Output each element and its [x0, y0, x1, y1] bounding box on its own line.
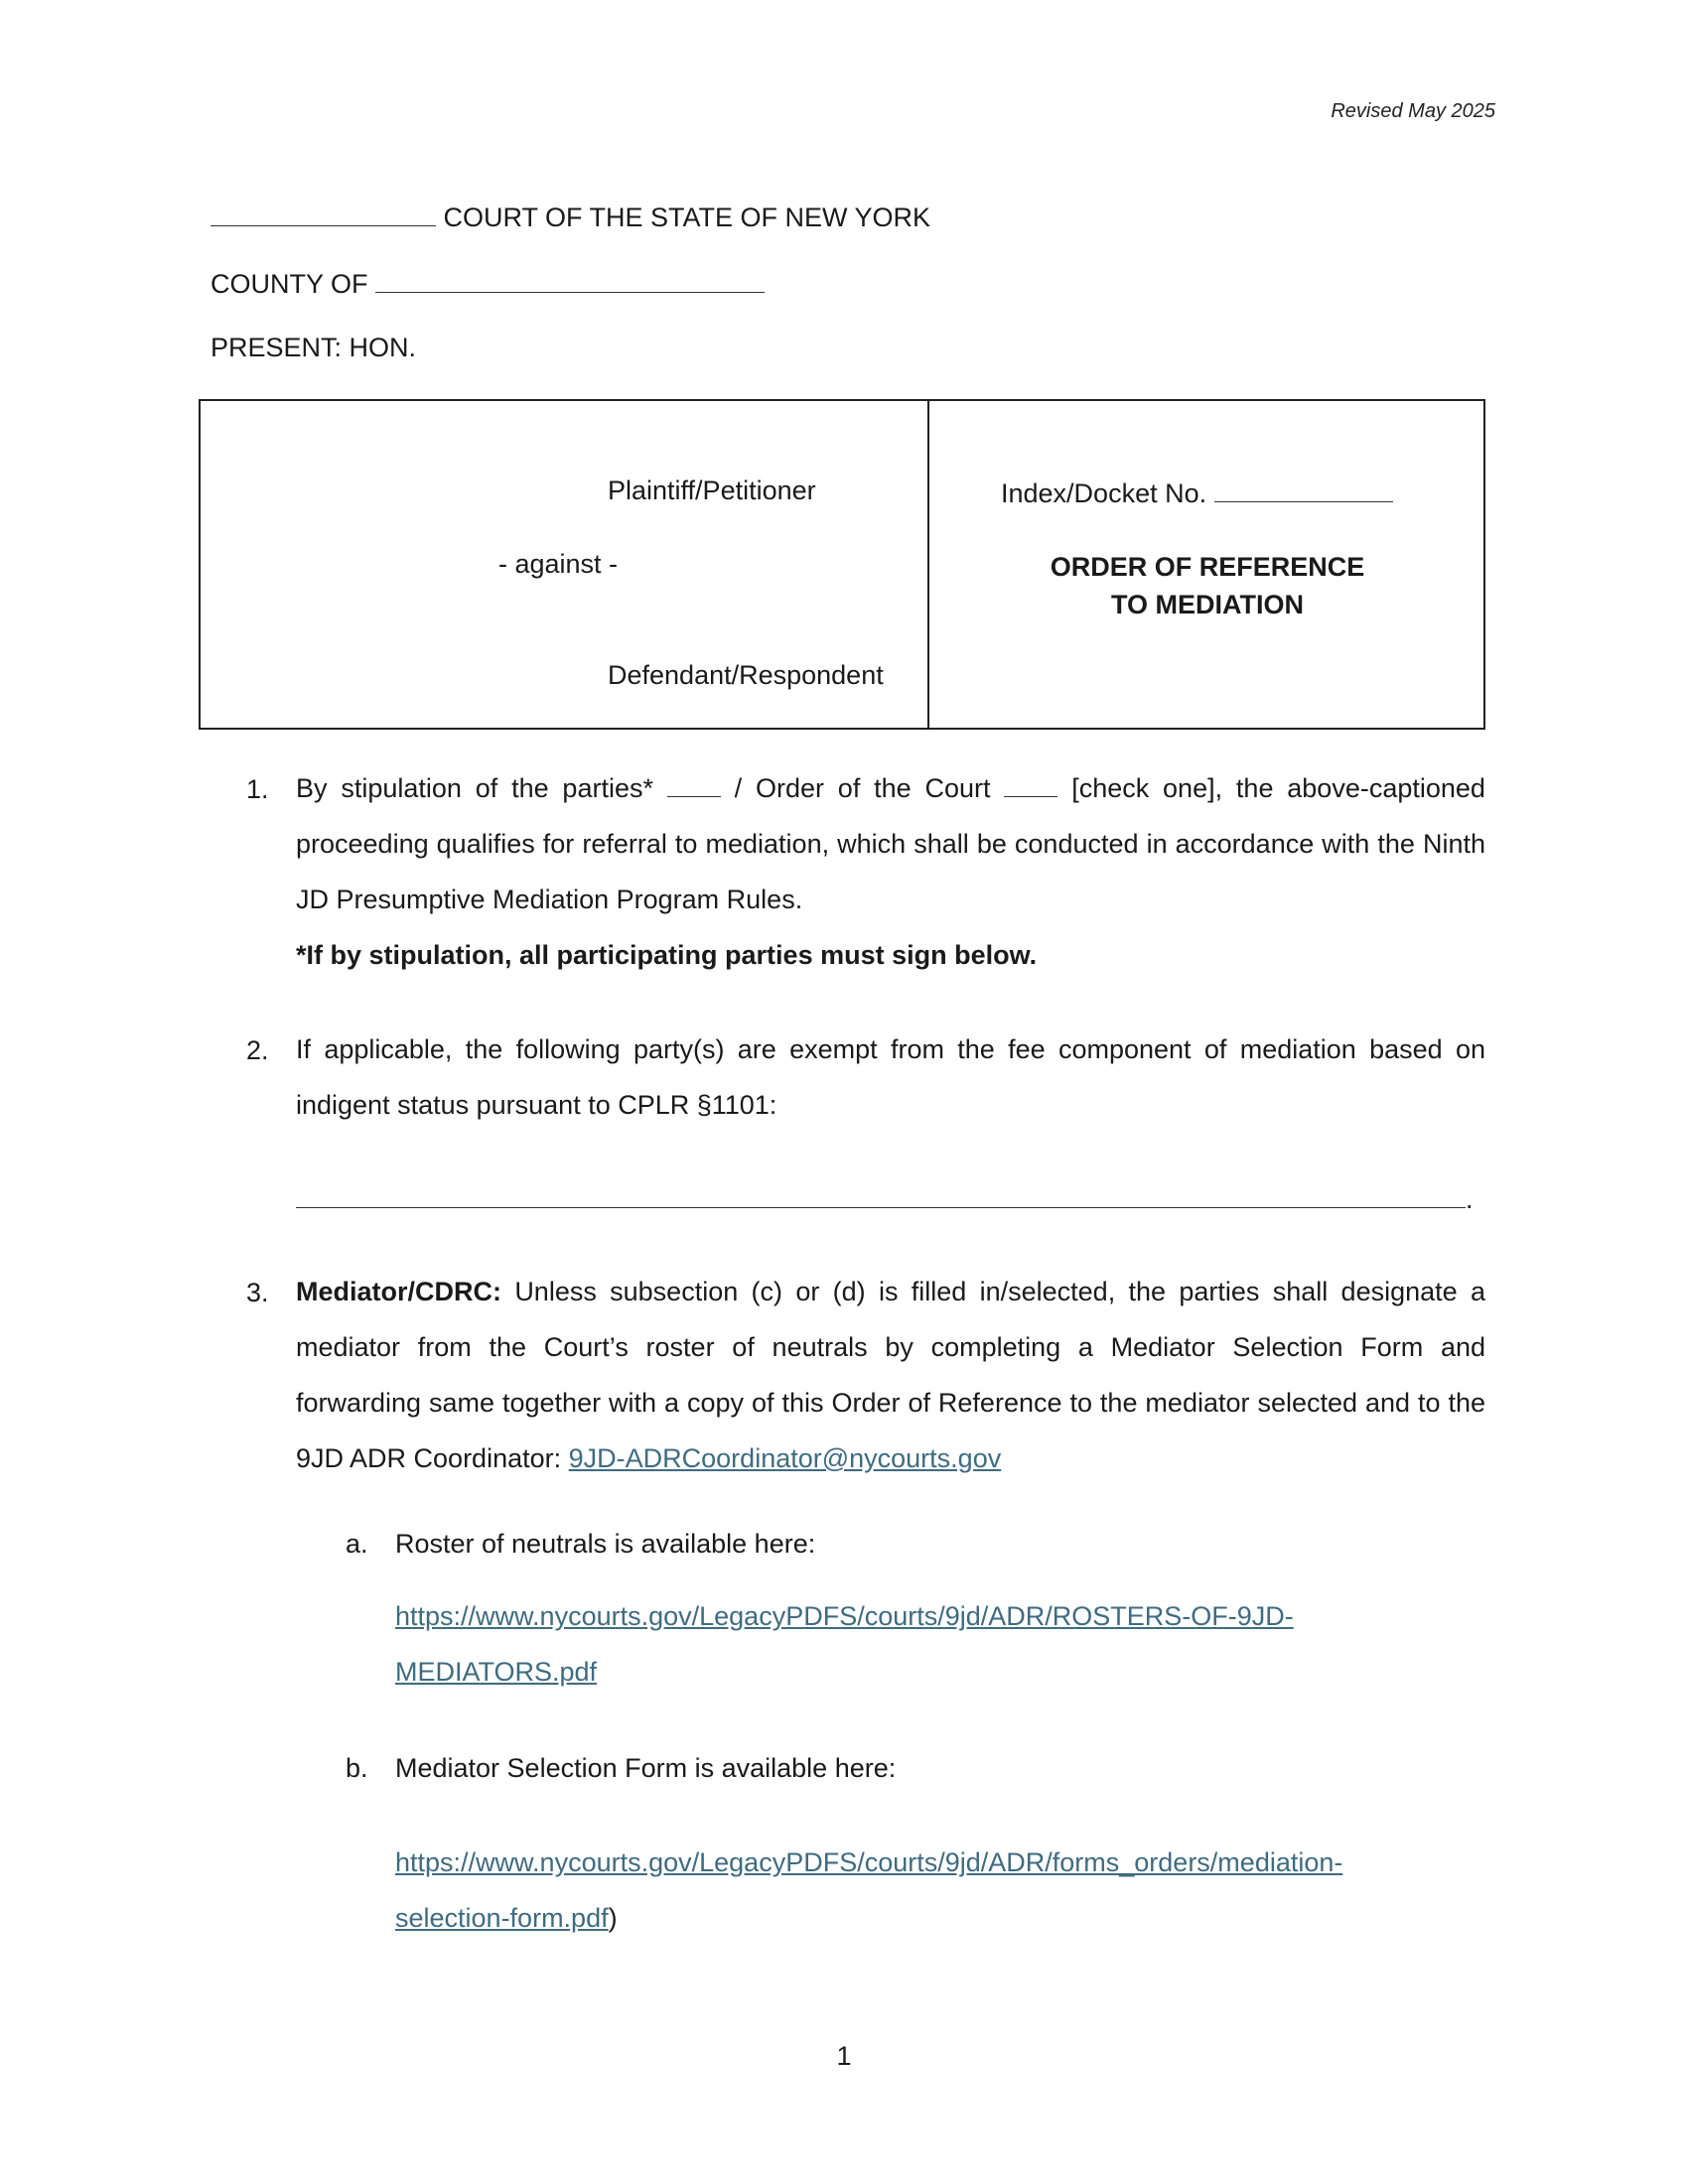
sub-a-text: Roster of neutrals is available here: [395, 1529, 816, 1559]
selection-form-link-line-2[interactable]: selection-form.pdf [395, 1903, 609, 1933]
roster-link[interactable] [395, 1588, 1487, 1700]
selection-form-link-suffix: ) [608, 1903, 618, 1933]
county-label: COUNTY OF [211, 269, 368, 299]
adr-coordinator-email-link[interactable]: 9JD-ADRCoordinator@nycourts.gov [568, 1443, 1002, 1473]
title-line-2: TO MEDIATION [1111, 590, 1304, 619]
court-line-text: COURT OF THE STATE OF NEW YORK [443, 203, 931, 232]
item-3-paragraph [296, 1264, 1485, 1486]
present-line: PRESENT: HON. [211, 333, 417, 362]
roster-link-line-1[interactable]: https://www.nycourts.gov/LegacyPDFS/courts/9jd/ADR/ROSTERS-OF-9JD- [395, 1601, 1294, 1631]
plaintiff-label: Plaintiff/Petitioner [608, 476, 816, 505]
document-title [929, 548, 1485, 623]
defendant-label: Defendant/Respondent [608, 660, 884, 690]
item-1-note: *If by stipulation, all participating parties must sign below. [296, 940, 1038, 970]
county-blank[interactable] [375, 266, 765, 293]
item-1-text-a: By stipulation of the parties* [296, 773, 653, 803]
against-label: - against - [498, 549, 619, 579]
sub-b-text: Mediator Selection Form is available here: [395, 1753, 897, 1783]
item-2-paragraph: If applicable, the following party(s) are exempt from the fee component of mediation based on indigent status pursuant to CPLR §1101: [296, 1034, 1485, 1120]
indigent-party-line [296, 1181, 1474, 1215]
index-docket-line [1001, 476, 1393, 509]
indigent-party-line-end: . [1466, 1184, 1474, 1214]
court-order-check-blank[interactable] [1004, 770, 1057, 797]
item-1-text-b: / Order of the Court [734, 773, 991, 803]
selection-form-link-line-1[interactable]: https://www.nycourts.gov/LegacyPDFS/courts/9jd/ADR/forms_orders/mediation- [395, 1847, 1343, 1877]
indigent-party-blank[interactable] [296, 1181, 1466, 1208]
selection-form-link[interactable] [395, 1835, 1487, 1946]
revision-date: Revised May 2025 [1331, 100, 1495, 122]
page-number: 1 [836, 2041, 852, 2071]
item-1-paragraph [296, 760, 1485, 927]
mediator-cdrc-label: Mediator/CDRC: [296, 1277, 501, 1306]
sub-a-letter: a. [346, 1529, 368, 1559]
roster-link-line-2[interactable]: MEDIATORS.pdf [395, 1657, 598, 1687]
court-name-blank[interactable] [211, 200, 436, 226]
title-line-1: ORDER OF REFERENCE [1050, 552, 1365, 582]
item-3-text: Unless subsection (c) or (d) is filled in/selected, the parties shall designate a mediator from the Court’s roster of neutrals by completing a Mediator Selection Form and forwarding same together with a copy of this Order of Reference to the mediator selected and to the 9JD ADR Coordinator: [296, 1277, 1485, 1473]
item-3-number: 3. [246, 1278, 269, 1307]
court-line [211, 200, 930, 233]
item-1-number: 1. [246, 774, 269, 804]
stipulation-check-blank[interactable] [667, 770, 721, 797]
index-docket-blank[interactable] [1214, 476, 1393, 502]
sub-b-letter: b. [346, 1753, 368, 1783]
item-1-text-c: [check one], the above-captioned proceeding qualifies for referral to mediation, which shall be conducted in accordance with the Ninth JD Presumptive Mediation Program Rules. [296, 773, 1485, 914]
county-line [211, 266, 765, 300]
index-docket-label: Index/Docket No. [1001, 478, 1207, 508]
case-caption-box [199, 399, 1485, 730]
item-2-number: 2. [246, 1035, 269, 1065]
